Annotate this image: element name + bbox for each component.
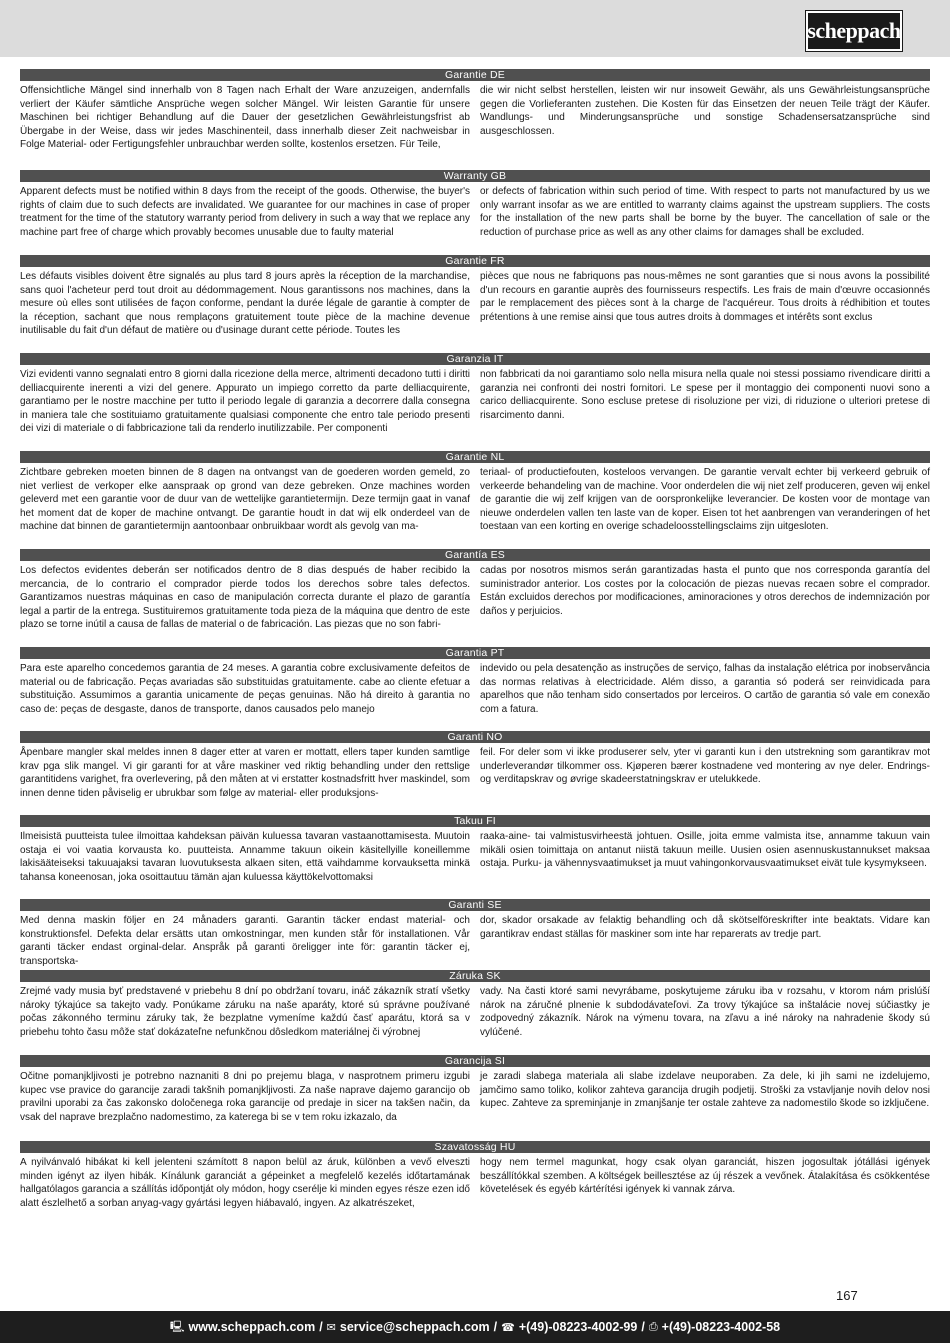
mail-icon: ✉ — [326, 1321, 336, 1334]
separator: / — [493, 1320, 498, 1334]
section-text-left: Očitne pomanjkljivosti je potrebno naznaniti 8 dni po prejemu blaga, v nasprotnem primeru izgubi kupec vse pravice do garancije zaradi takšnih pomanjkljivosti. Za naše naprave dajemo garancijo ob pravilni uporabi za čas zakonsko določenega roka garancije od predaje in sicer na takšen način, da vsak del naprave brezplačno nadomestimo, za katerega bi se v tem roku izkazalo, da — [20, 1071, 470, 1123]
section-title: Szavatosság HU — [20, 1141, 930, 1153]
section-text-right: vady. Na časti ktoré sami nevyrábame, poskytujeme záruku iba v rozsahu, v ktorom nám prislúší nárok na záručné plnenie k subdodávateľovi. Za trovy týkajúce sa inštalácie novej súčiastky je zodpovedný zákazník. Nárok na výmenu tovara, na zľavu a iné nároky na nahradenie škody sú vylúčené. — [480, 986, 930, 1038]
section-text-left: Vizi evidenti vanno segnalati entro 8 giorni dalla ricezione della merce, altrimenti decadono tutti i diritti delliacquirente inerenti a vizi del genere. Appurato un impiego corretto da parte delliacquirente, garantiamo per le nostre macchine per tutto il periodo legale di garanzia a decorrere dalla consegna in maniera tale che sostituiamo gratuitamente qualsiasi componente che entro tale periodo presenti dei vizi di materiale o di fabbricazione tali da renderlo inutilizzabile. Per componenti — [20, 369, 470, 434]
section-title: Garancija SI — [20, 1055, 930, 1067]
section-text-right: non fabbricati da noi garantiamo solo nella misura nella quale noi stessi possiamo rivendicare diritti a garanzia nei confronti dei nostri fornitori. Le spese per il montaggio dei componenti nuovi sono a carico delliacquirente. Sono escluse pretese di risoluzione per vizi, di riduzione o ulteriori pretese di risarcimento danni. — [480, 369, 930, 421]
section-text-right: pièces que nous ne fabriquons pas nous-mêmes ne sont garanties que si nous avons la possibilité d'un recours en garantie auprès des fournisseurs respectifs. Les frais de main d'œuvre occasionnés par le remplacement des pièces sont à la charge de l'acquéreur. Tous droits à rédhibition et toutes prétentions à une remise ainsi que tous autres droits à dommages et intérêts sont exclus — [480, 271, 930, 323]
section-text-right: indevido ou pela desatenção as instruções de serviço, falhas da instalação elétrica por inobservância das normas relativas à electricidade. Além disso, a garantia só poderá ser reinvidicada para aparelhos que não tenham sido consertados por lerceiros. O cartão de garantia só vale em conexão com a fatura. — [480, 663, 930, 715]
section-text-right: hogy nem termel magunkat, hogy csak olyan garanciát, hiszen jogosultak jótállási igények beszállítókkal szemben. A költségek beillesztése az új részek a vevőnek. Átalakítása és csökkentése követelések és egyéb kártérítési igények ki vannak zárva. — [480, 1157, 930, 1195]
section-fi — [20, 815, 930, 899]
phone-number: +(49)-08223-4002-99 — [518, 1320, 638, 1334]
section-text-right: raaka-aine- tai valmistusvirheestä johtuen. Osille, joita emme valmista itse, annamme takuun vain mikäli osien toimittaja on antanut niistä takuun meille. Uusien osien asennuskustannukset maksaa ostaja. Purku- ja vähennysvaatimukset ja muut vahingonkorvausvaatimukset eivät tule kysymykseen. — [480, 831, 930, 869]
section-title: Warranty GB — [20, 170, 930, 182]
section-title: Takuu FI — [20, 815, 930, 827]
section-title: Garantie FR — [20, 255, 930, 267]
section-text-left: Los defectos evidentes deberán ser notificados dentro de 8 dias después de haber recibido la mercancia, de lo contrario el comprador pierde todos los derechos sobre tales defectos. Garantizamos nuestras máquinas en caso de manipulación correcta durante el plazo de garantía legal a partir de la entrega. Sustituiremos gratuitamente toda pieza de la máquina que dentro de este plazo se torne inútil a causa de fallas de material o de fabricación. Las piezas que no son fabri- — [20, 565, 470, 630]
section-text-left: Zichtbare gebreken moeten binnen de 8 dagen na ontvangst van de goederen worden gemeld, zo niet verliest de verkoper elke aanspraak op grond van deze gebreken. Onze machines worden geleverd met een garantie voor de duur van de wettelijke garantietermijn. Deze termijn gaat in vanaf het moment dat de koper de machine ontvangt. De garantie houdt in dat wij elk onderdeel van de machine dat binnen de garantietermijn aantoonbaar onbruikbaar wordt als gevolg van ma- — [20, 467, 470, 532]
fax-icon: ⎙ — [648, 1320, 658, 1333]
section-title: Záruka SK — [20, 970, 930, 982]
separator: / — [641, 1320, 645, 1334]
section-text-right: teriaal- of productiefouten, kosteloos vervangen. De garantie vervalt echter bij verkeerd gebruik of verkeerde behandeling van de machine. Voor onderdelen die wij niet zelf produceren, geven wij enkel de garantie die wij zelf krijgen van de oorspronkelijke leverancier. De kosten voor de montage van nieuwe onderdelen vallen ten laste van de koper. Eisen tot het aanbrengen van veranderingen of het toestaan van een korting en overige schadeloosstellingsclaims zijn uitgesloten. — [480, 467, 930, 532]
section-title: Garantie DE — [20, 69, 930, 81]
section-pt — [20, 647, 930, 731]
section-text-left: Ilmeisistä puutteista tulee ilmoittaa kahdeksan päivän kuluessa tavaran vastaanottamisesta. Muutoin ostaja ei voi vaatia korvausta ko. puutteista. Annamme takuun oikein käsitellyille koneillemme lakisääteiseksi takuuajaksi tavaran luovutuksesta alkaen siten, että vaihdamme korvauksetta minkä tahansa koneenosan, joka osoittautuu tämän ajan kuluessa käyttökelvottomaksi — [20, 831, 470, 883]
section-text-left: Med denna maskin följer en 24 månaders garanti. Garantin täcker endast material- och konstruktionsfel. Defekta delar ersätts utan omkostningar, men kunden står för installationen. Vår garanti täcker endast orginal-delar. Anspråk på garanti öreligger inte för: garantin täcker ej, transportska- — [20, 915, 470, 967]
section-de — [20, 69, 930, 170]
page-number: 167 — [836, 1288, 858, 1303]
section-it — [20, 353, 930, 451]
warranty-content — [20, 69, 930, 1225]
section-se — [20, 899, 930, 970]
section-text-right: die wir nicht selbst herstellen, leisten wir nur insoweit Gewähr, als uns Gewährleistungsansprüche gegen die Vorlieferanten zustehen. Die Kosten für das Einsetzen der neuen Teile trägt der Käufer. Wandlungs- und Minderungsansprüche und sonstige Schadensersatzansprüche sind ausgeschlossen. — [480, 85, 930, 137]
section-gb — [20, 170, 930, 255]
section-si — [20, 1055, 930, 1141]
section-text-left: Apparent defects must be notified within 8 days from the receipt of the goods. Otherwise, the buyer's rights of claim due to such defects are invalidated. We guarantee for our machines in case of proper treatment for the time of the statutory warranty period from delivery in such a way that we replace any machine part free of charge which provably becomes unusable due to faulty material — [20, 186, 470, 238]
phone-icon: ☎ — [501, 1321, 515, 1334]
section-text-left: Åpenbare mangler skal meldes innen 8 dager etter at varen er mottatt, ellers taper kunden samtlige krav pga slik mangel. Vi gir garanti for at våre maskiner ved riktig behandling under den rettslige garantitidens varighet, fra overlevering, på den måten at vi erstatter kostnadsfritt hver maskindel, som innen denne tiden påviselig er ubrukbar som følge av material- eller produksjons- — [20, 747, 470, 799]
website-link[interactable]: www.scheppach.com — [188, 1320, 316, 1334]
section-text-right: je zaradi slabega materiala ali slabe izdelave neuporaben. Za dele, ki jih sami ne izdelujemo, jamčimo samo toliko, kolikor zahteva garancija drugih podjetij. Stroški za vstavljanje novih delov nosi kupec. Zahteve za spreminjanje in zmanjšanje ter ostale zahteve za nadomestilo škode so izključene. — [480, 1071, 930, 1109]
computer-icon: 🖳 — [169, 1320, 185, 1333]
section-text-left: Zrejmé vady musia byť predstavené v priebehu 8 dní po obdržaní tovaru, ináč zákazník stratí všetky nároky týkajúce sa takejto vady. Ponúkame záruku na naše aparáty, ktoré sú správne používané počas zákonného terminu záruky tak, že bezplatne vymeníme každú časť aparátu, ktorá sa v priebehu tohto času môže stať dokázateľne nefunkčnou dôsledkom materiálnej či výrobnej — [20, 986, 470, 1038]
section-text-left: A nyilvánvaló hibákat ki kell jelenteni számított 8 napon belül az áruk, különben a vevő elveszti minden igényt az ilyen hibák. Kínálunk garanciát a gépeinket a megfelelő kezelés időtartamának hallgatólagos garancia a szállítás időpontját oly módon, hogy cserélje ki minden egyes része ezen idő alatt észlelhető a sorban anyag-vagy gyártási legyen hiábavaló, ingyen. Az alkatrészeket, — [20, 1157, 470, 1209]
section-no — [20, 731, 930, 815]
scheppach-logo: scheppach — [806, 11, 902, 51]
fax-number: +(49)-08223-4002-58 — [661, 1320, 781, 1334]
section-nl — [20, 451, 930, 549]
section-text-right: cadas por nosotros mismos serán garantizadas hasta el punto que nos corresponda garantía del suministrador anterior. Los costes por la colocación de piezas nuevas recaen sobre el comprador. Están excluidos derechos por modificaciones, aminoraciones y otros derechos de indemnización por daños y perjuicios. — [480, 565, 930, 617]
section-title: Garanzia IT — [20, 353, 930, 365]
section-text-right: dor, skador orsakade av felaktig behandling och då skötselföreskrifter inte beaktats. Vidare kan garantikrav endast ställas för maskiner som inte har reparerats av tredje part. — [480, 915, 930, 940]
section-text-right: feil. For deler som vi ikke produserer selv, yter vi garanti kun i den utstrekning som garantikrav mot underleverandør tilkommer oss. Kjøperen bærer kostnadene ved montering av nye deler. Endrings- og verditapskrav og øvrige skadeerstatningskrav er utelukkede. — [480, 747, 930, 785]
section-title: Garantia PT — [20, 647, 930, 659]
section-title: Garanti SE — [20, 899, 930, 911]
email-link[interactable]: service@scheppach.com — [339, 1320, 490, 1334]
section-es — [20, 549, 930, 647]
section-title: Garantía ES — [20, 549, 930, 561]
section-title: Garantie NL — [20, 451, 930, 463]
section-fr — [20, 255, 930, 353]
section-text-left: Offensichtliche Mängel sind innerhalb von 8 Tagen nach Erhalt der Ware anzuzeigen, andernfalls verliert der Käufer sämtliche Ansprüche wegen solcher Mängel. Wir leisten Garantie für unsere Maschinen bei richtiger Behandlung auf die Dauer der gesetzlichen Gewährleistungsfrist ab Übergabe in der Weise, dass wir jedes Maschinenteil, dass innerhalb dieser Zeit nachweisbar in Folge Material- oder Fertigungsfehler unbrauchbar werden sollte, kostenlos ersetzen. Für Teile, — [20, 85, 470, 150]
section-text-left: Para este aparelho concedemos garantia de 24 meses. A garantia cobre exclusivamente defeitos de material ou de fabricação. Peças avariadas são substituidas gratuitamente. cabe ao cliente efetuar a substituição. Assumimos a garantia unicamente de peças genuinas. Não há direito à garantia no caso de: peças de desgaste, danos de transporte, danos causados pelo manejo — [20, 663, 470, 715]
separator: / — [319, 1320, 323, 1334]
section-text-right: or defects of fabrication within such period of time. With respect to parts not manufactured by us we only warrant insofar as we are entitled to warranty claims against the upstream suppliers. The costs for the installation of the new parts shall be borne by the buyer. The cancellation of sale or the reduction of purchase price as well as any other claims for damages shall be excluded. — [480, 186, 930, 238]
section-hu — [20, 1141, 930, 1225]
contact-footer — [0, 1311, 950, 1343]
section-sk — [20, 970, 930, 1055]
section-text-left: Les défauts visibles doivent être signalés au plus tard 8 jours après la réception de la marchandise, sans quoi l'acheteur perd tout droit au dédommagement. Nous garantissons nos machines, dans la mesure où elles sont utilisées de façon conforme, pendant la durée légale de garantie à compter de la réception, sachant que nous remplaçons gratuitement toute pièce de la machine devenue inutilisable du fait d'un défaut de matière ou d'usinage durant cette période. Toutes les — [20, 271, 470, 336]
section-title: Garanti NO — [20, 731, 930, 743]
